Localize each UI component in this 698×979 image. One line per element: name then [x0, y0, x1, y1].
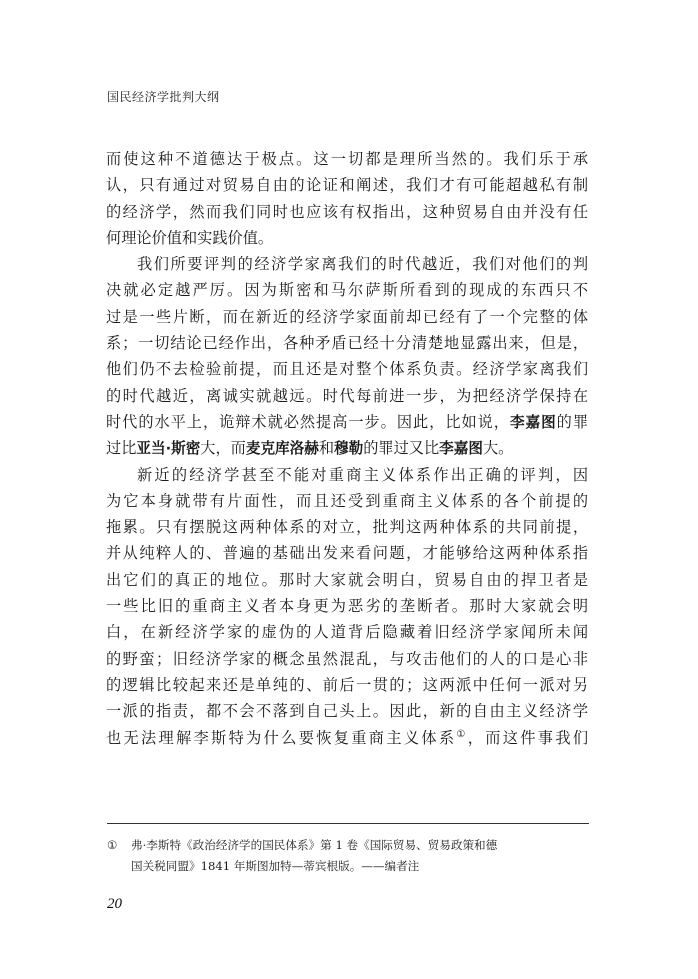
line-segment: 大，而: [200, 439, 246, 458]
footnote: [107, 835, 589, 877]
footnote-marker: ①: [107, 838, 118, 852]
body-text: [106, 146, 588, 751]
person-name-ricardo: 李嘉图: [509, 413, 557, 431]
text-line: 他们仍不去检验前提，而且还是对整个体系负责。经济学家离我们: [106, 360, 588, 379]
person-name-mcculloch: 麦克库洛赫: [245, 440, 319, 458]
text-line: 一些比旧的重商主义者本身更为恶劣的垄断者。那时大家就会明: [106, 597, 588, 616]
text-line: [106, 435, 588, 461]
line-segment: ，而这件事我们: [467, 728, 588, 747]
text-line: 白，在新经济学家的虚伪的人道背后隐藏着旧经济学家闻所未闻: [106, 623, 588, 642]
footnote-reference[interactable]: ①: [456, 728, 468, 740]
text-line: 认，只有通过对贸易自由的论证和阐述，我们才有可能超越私有制: [106, 176, 588, 195]
text-line: 我们所要评判的经济学家离我们的时代越近，我们对他们的判: [137, 255, 588, 274]
text-line: 并从纯粹人的、普遍的基础出发来看问题，才能够给这两种体系指: [106, 544, 588, 563]
person-name-adam-smith: 亚当·斯密: [136, 440, 201, 458]
line-segment: 的罪过又比: [363, 439, 440, 458]
line-segment: 的罪: [556, 412, 588, 431]
text-line: 而使这种不道德达于极点。这一切都是理所当然的。我们乐于承: [106, 150, 588, 168]
running-title: 国民经济学批判大纲: [107, 90, 220, 104]
text-line: 的逻辑比较起来还是单纯的、前后一贯的；这两派中任何一派对另: [106, 675, 588, 694]
text-line: 一派的指责，都不会不落到自己头上。因此，新的自由主义经济学: [106, 702, 588, 721]
text-line: 决就必定越严厉。因为斯密和马尔萨斯所看到的现成的东西只不: [106, 281, 588, 300]
person-name-ricardo: 李嘉图: [439, 440, 483, 458]
footnote-text: 弗·李斯特《政治经济学的国民体系》第 1 卷《国际贸易、贸易政策和德: [131, 838, 498, 852]
line-segment: 大。: [482, 439, 514, 458]
text-line: 系；一切结论已经作出，各种矛盾已经十分清楚地显露出来，但是，: [106, 334, 588, 353]
line-segment: 时代的水平上，诡辩术就必然提高一步。因此，比如说，: [106, 412, 510, 431]
text-line: 拖累。只有摆脱这两种体系的对立，批判这两种体系的共同前提，: [106, 518, 588, 537]
footnote-line: [107, 835, 589, 856]
text-line: 的野蛮；旧经济学家的概念虽然混乱，与攻击他们的人的口是心非: [106, 649, 588, 668]
line-segment: 和: [318, 439, 335, 458]
text-line: 新近的经济学甚至不能对重商主义体系作出正确的评判，因: [137, 465, 588, 484]
footnote-line: 国关税同盟》1841 年斯图加特—蒂宾根版。——编者注: [131, 859, 420, 873]
text-line: 过是一些片断，而在新近的经济学家面前却已经有了一个完整的体: [106, 307, 588, 326]
text-line: 为它本身就带有片面性，而且还受到重商主义体系的各个前提的: [106, 491, 588, 510]
line-segment: 也无法理解李斯特为什么要恢复重商主义体系: [106, 728, 457, 747]
line-segment: 过比: [106, 439, 137, 458]
page-number: 20: [107, 896, 122, 912]
text-line: 的经济学，然而我们同时也应该有权指出，这种贸易自由并没有任: [106, 202, 588, 221]
text-line: 的时代越近，离诚实就越远。时代每前进一步，为把经济学保持在: [106, 386, 588, 405]
text-line: 出它们的真正的地位。那时大家就会明白，贸易自由的捍卫者是: [106, 570, 588, 589]
text-line: 何理论价值和实践价值。: [106, 228, 274, 247]
text-line: [106, 409, 588, 435]
footnote-divider: [107, 823, 589, 824]
text-line: [106, 725, 588, 751]
person-name-mill: 穆勒: [334, 440, 364, 458]
